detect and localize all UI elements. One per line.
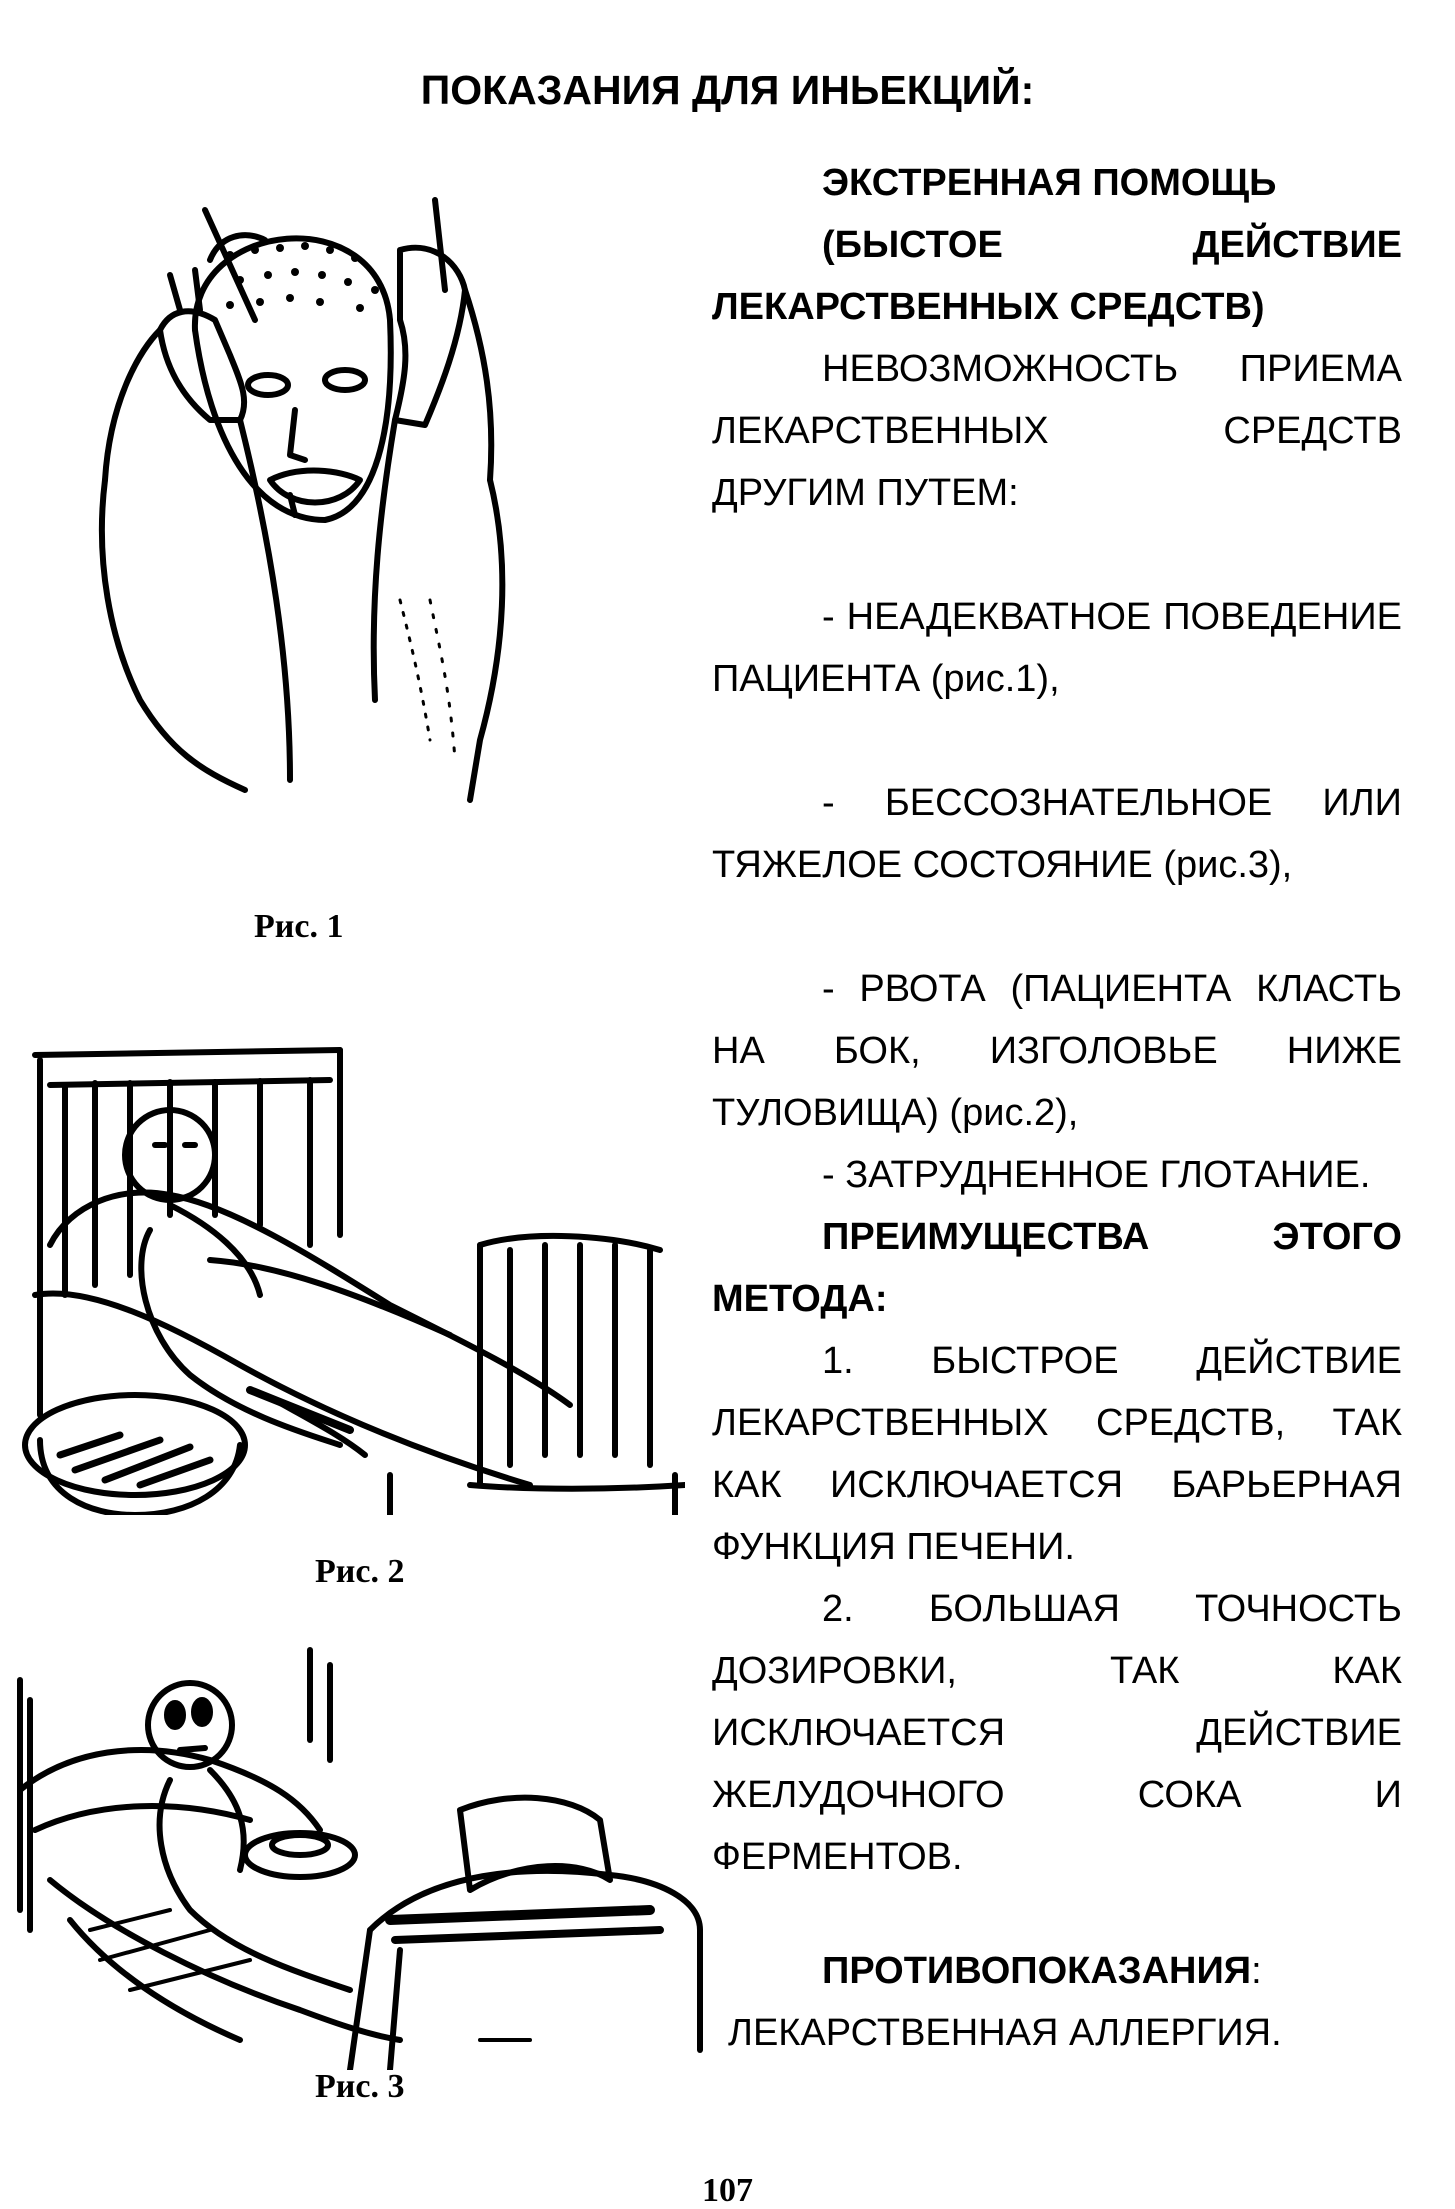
contraindications-text: ЛЕКАРСТВЕННАЯ АЛЛЕРГИЯ.	[728, 2012, 1282, 2054]
page-number: 107	[702, 2172, 753, 2209]
contraindications-title: ПРОТИВОПОКАЗАНИЯ	[822, 1950, 1252, 1992]
figure-1-caption: Рис. 1	[254, 908, 344, 945]
contraindications-colon: :	[1251, 1950, 1262, 1992]
indication-item-2: - БЕССОЗНАТЕЛЬНОЕ ИЛИ ТЯЖЕЛОЕ СОСТОЯНИЕ (рис.3),	[712, 782, 1402, 886]
advantage-item-1: 1. БЫСТРОЕ ДЕЙСТВИЕ ЛЕКАРСТВЕННЫХ СРЕДСТВ, ТАК КАК ИСКЛЮЧАЕТСЯ БАРЬЕРНАЯ ФУНКЦИЯ ПЕЧЕНИ.	[712, 1340, 1402, 1568]
figure-1-illustration	[40, 180, 540, 830]
indication-item-1: - НЕАДЕКВАТНОЕ ПОВЕДЕНИЕ ПАЦИЕНТА (рис.1),	[712, 596, 1402, 700]
figure-2-illustration	[10, 1035, 685, 1515]
figure-3-caption: Рис. 3	[315, 2068, 405, 2105]
figure-3-illustration	[10, 1630, 710, 2070]
advantages-title: ПРЕИМУЩЕСТВА ЭТОГО МЕТОДА:	[712, 1216, 1402, 1320]
contraindications-heading	[712, 1940, 1402, 2002]
figure-2-caption: Рис. 2	[315, 1553, 405, 1590]
text-column	[712, 152, 1402, 2064]
advantage-item-2: 2. БОЛЬШАЯ ТОЧНОСТЬ ДОЗИРОВКИ, ТАК КАК ИСКЛЮЧАЕТСЯ ДЕЙСТВИЕ ЖЕЛУДОЧНОГО СОКА И ФЕРМЕНТОВ.	[712, 1588, 1402, 1878]
impossibility-text: НЕВОЗМОЖНОСТЬ ПРИЕМА ЛЕКАРСТВЕННЫХ СРЕДСТВ ДРУГИМ ПУТЕМ:	[712, 348, 1402, 514]
emergency-subtitle: (БЫСТОЕ ДЕЙСТВИЕ ЛЕКАРСТВЕННЫХ СРЕДСТВ)	[712, 224, 1402, 328]
page-heading: ПОКАЗАНИЯ ДЛЯ ИНЬЕКЦИЙ:	[420, 67, 1035, 113]
indication-item-3: - РВОТА (ПАЦИЕНТА КЛАСТЬ НА БОК, ИЗГОЛОВЬЕ НИЖЕ ТУЛОВИЩА) (рис.2),	[712, 968, 1402, 1134]
emergency-title: ЭКСТРЕННАЯ ПОМОЩЬ	[822, 162, 1277, 204]
indication-item-4: - ЗАТРУДНЕННОЕ ГЛОТАНИЕ.	[822, 1154, 1371, 1196]
